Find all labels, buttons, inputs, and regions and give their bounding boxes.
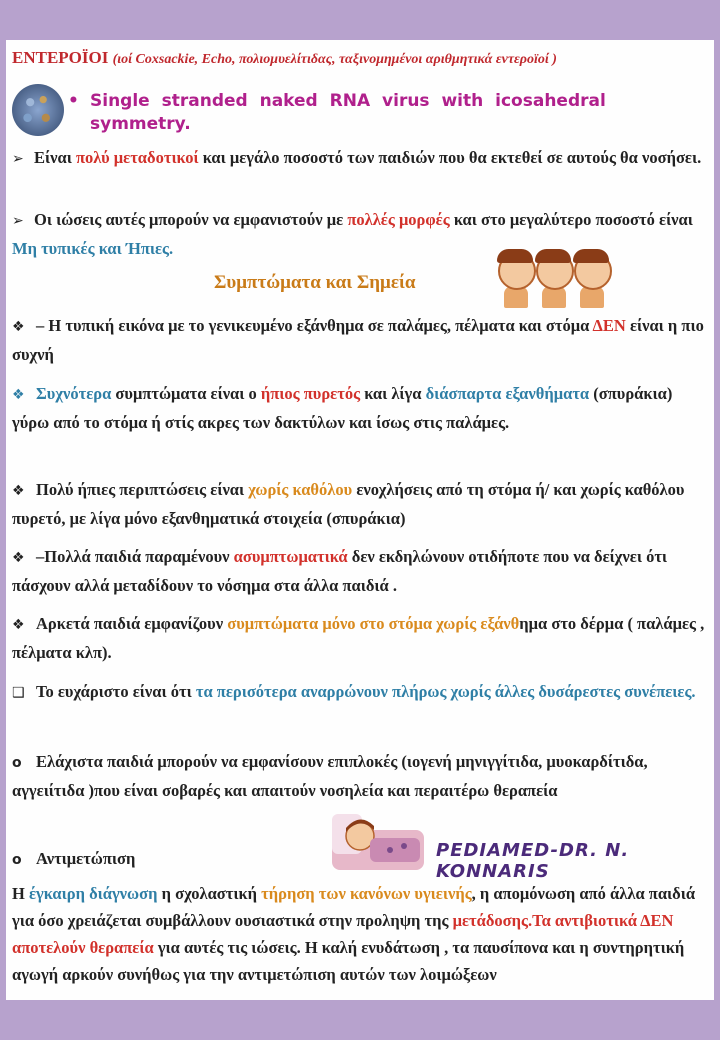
arrow-bullet-icon: ➢ [12,151,24,167]
diamond-bullet-icon: ❖ [12,319,25,335]
title-subtitle: (ιοί Coxsackie, Echo, πολιομυελίτιδας, ταξινομημένοι αριθμητικά εντεροϊοί ) [112,52,557,67]
diamond-bullet-icon: ❖ [12,617,25,633]
list-item-contagious: ➢ Είναι πολύ μεταδοτικοί και μεγάλο ποσοστό των παιδιών που θα εκτεθεί σε αυτούς θα νοσήσει. [12,144,706,173]
intro-text: Single stranded naked RNA virus with icosahedral symmetry. [90,91,606,134]
checkbox-bullet-icon: ❑ [12,685,25,701]
intro-bullet [68,90,610,136]
symptom-item-3: ❖ Πολύ ήπιες περιπτώσεις είναι χωρίς καθόλου ενοχλήσεις από τη στόμα ή/ και χωρίς καθόλου πυρετό, με λίγα μόνο εξανθηματικά στοιχεία (σπυράκια) [12,480,685,528]
top-border [0,0,720,38]
symptom-item-5: ❖ Αρκετά παιδιά εμφανίζουν συμπτώματα μόνο στο στόμα χωρίς εξάνθημα στο δέρμα ( παλάμες , πέλματα κλπ). [12,614,705,662]
virus-illustration-icon [12,84,64,136]
circle-bullet-icon: o [12,852,22,868]
treatment-item: o Αντιμετώπιση [12,845,706,874]
document-page [6,40,714,1000]
list-item-forms: ➢ Οι ιώσεις αυτές μπορούν να εμφανιστούν με πολλές μορφές και στο μεγαλύτερο ποσοστό είναι Μη τυπικές και Ήπιες. [12,210,693,258]
brand-signature: PEDIAMED-DR. N. KONNARIS [436,840,630,882]
bottom-border [0,1000,720,1040]
arrow-bullet-icon: ➢ [12,213,24,229]
sick-children-illustration [494,246,614,310]
bullet-dot-icon: • [68,91,79,111]
diamond-bullet-icon: ❖ [12,550,25,566]
symptom-item-4: ❖ –Πολλά παιδιά παραμένουν ασυμπτωματικά δεν εκδηλώνουν οτιδήποτε που να δείχνει ότι πάσχουν αλλά μεταδίδουν το νόσημα στα άλλα παιδιά . [12,547,668,595]
section-heading: Συμπτώματα και Σημεία [214,272,416,293]
closing-paragraph: Η έγκαιρη διάγνωση η σχολαστική τήρηση των κανόνων υγιεινής, η απομόνωση από άλλα παιδιά για όσο χρειάζεται συμβάλλουν ουσιαστικά στην προληψη της μετάδοσης.Τα αντιβιοτικά ΔΕΝ αποτελούν θεραπεία για αυτές τις ιώσεις. Η καλή ενυδάτωση , τα παυσίπονα και η συντηρητική αγωγή αρκούν συνήθως για την αντιμετώπιση αυτών των λοιμώξεων [12,884,696,984]
circle-bullet-icon: o [12,755,22,771]
symptom-item-2: ❖ Συχνότερα συμπτώματα είναι ο ήπιος πυρετός και λίγα διάσπαρτα εξανθήματα (σπυράκια) γύρω από το στόμα ή στίς ακρες των δακτύλων και ίσως στις παλάμες. [12,384,673,432]
diamond-bullet-icon: ❖ [12,483,25,499]
diamond-bullet-icon: ❖ [12,387,25,403]
symptom-item-1: ❖ – Η τυπική εικόνα με το γενικευμένο εξάνθημα σε παλάμες, πέλματα και στόμα ΔΕΝ είναι η πιο συχνή [12,316,704,364]
complications-item: o Ελάχιστα παιδιά μπορούν να εμφανίσουν επιπλοκές (ιογενή μηνιγγίτιδα, μυοκαρδίτιδα, αγγειίτιδα )που είναι σοβαρές και απαιτούν νοσηλεία και περαιτέρω θεραπεία [12,752,648,800]
good-news-item: ❑ Το ευχάριστο είναι ότι τα περισότερα αναρρώνουν πλήρως χωρίς άλλες δυσάρεστες συνέπειες. [12,678,706,707]
page-title [12,48,557,68]
title-main: ΕΝΤΕΡΟΪΟΙ [12,48,109,67]
